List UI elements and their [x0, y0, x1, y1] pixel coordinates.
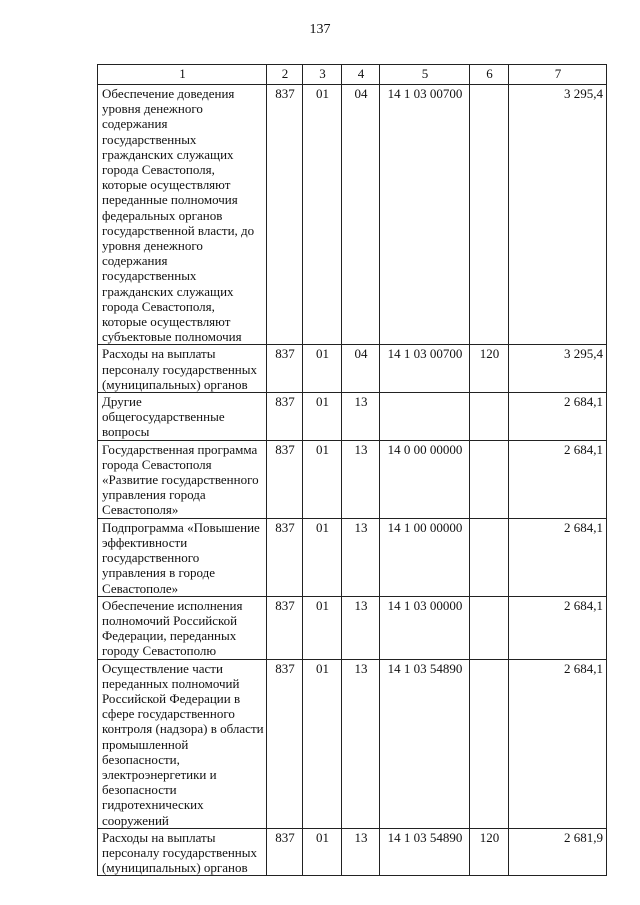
column-header-1: 1 [98, 65, 267, 85]
code-cell: 837 [267, 345, 303, 393]
item-name-cell [98, 85, 267, 345]
code-cell: 837 [267, 518, 303, 596]
item-name-line: (муниципальных) органов [102, 860, 248, 876]
item-name-line: безопасности [102, 782, 177, 798]
item-name-line: безопасности, [102, 751, 180, 767]
item-name-line: которые осуществляют [102, 177, 231, 193]
target-code-cell [380, 393, 470, 441]
amount-cell: 3 295,4 [509, 85, 607, 345]
item-name-line: Севастополя» [102, 502, 179, 518]
expense-type-cell: 120 [470, 828, 509, 876]
item-name-line: Обеспечение доведения [102, 86, 235, 101]
item-name-line: города Севастополя, [102, 298, 215, 314]
item-name-cell [98, 659, 267, 828]
target-code-cell: 14 1 03 00700 [380, 345, 470, 393]
item-name-line: сооружений [102, 812, 169, 828]
item-name-line: государственных [102, 131, 197, 147]
item-name-line: содержания [102, 116, 168, 132]
amount-cell: 2 681,9 [509, 828, 607, 876]
target-code-cell: 14 1 03 54890 [380, 659, 470, 828]
section-cell: 01 [303, 659, 342, 828]
budget-table [97, 64, 607, 876]
expense-type-cell [470, 659, 509, 828]
subsection-cell: 04 [342, 345, 380, 393]
amount-cell: 2 684,1 [509, 659, 607, 828]
item-name-line: Расходы на выплаты [102, 829, 216, 845]
item-name-line: Государственная программа [102, 441, 258, 457]
item-name-line: государственного [102, 550, 200, 566]
item-name-line: города Севастополя [102, 456, 212, 472]
table-row [98, 85, 607, 345]
item-name-line: Подпрограмма «Повышение [102, 519, 260, 535]
section-cell: 01 [303, 393, 342, 441]
code-cell: 837 [267, 596, 303, 659]
item-name-line: Другие [102, 394, 142, 410]
item-name-line: персоналу государственных [102, 844, 258, 860]
code-cell: 837 [267, 659, 303, 828]
table-row [98, 518, 607, 596]
section-cell: 01 [303, 828, 342, 876]
subsection-cell: 13 [342, 828, 380, 876]
item-name-line: государственной власти, до [102, 222, 255, 238]
section-cell: 01 [303, 440, 342, 518]
item-name-line: уровня денежного [102, 238, 203, 254]
item-name-cell [98, 828, 267, 876]
page-number: 137 [309, 22, 331, 37]
code-cell: 837 [267, 393, 303, 441]
item-name-line: управления города [102, 487, 206, 503]
table-body [98, 85, 607, 876]
subsection-cell: 13 [342, 596, 380, 659]
item-name-cell [98, 393, 267, 441]
item-name-line: гражданских служащих [102, 146, 234, 162]
column-header-6: 6 [470, 65, 509, 85]
item-name-cell [98, 518, 267, 596]
item-name-line: (муниципальных) органов [102, 376, 248, 392]
column-header-2: 2 [267, 65, 303, 85]
target-code-cell: 14 1 03 54890 [380, 828, 470, 876]
subsection-cell: 13 [342, 518, 380, 596]
item-name-line: эффективности [102, 534, 188, 550]
section-cell: 01 [303, 345, 342, 393]
amount-cell: 3 295,4 [509, 345, 607, 393]
subsection-cell: 04 [342, 85, 380, 345]
item-name-line: федеральных органов [102, 207, 223, 223]
amount-cell: 2 684,1 [509, 440, 607, 518]
code-cell: 837 [267, 828, 303, 876]
section-cell: 01 [303, 85, 342, 345]
item-name-line: содержания [102, 253, 168, 269]
subsection-cell: 13 [342, 659, 380, 828]
column-header-3: 3 [303, 65, 342, 85]
item-name-line: субъектовые полномочия [102, 329, 242, 345]
item-name-line: гражданских служащих [102, 283, 234, 299]
item-name-line: «Развитие государственного [102, 472, 259, 488]
item-name-line: которые осуществляют [102, 314, 231, 330]
item-name-line: общегосударственные [102, 409, 225, 425]
item-name-cell [98, 440, 267, 518]
item-name-line: управления в городе [102, 565, 216, 581]
target-code-cell: 14 1 03 00700 [380, 85, 470, 345]
item-name-line: города Севастополя, [102, 162, 215, 178]
expense-type-cell [470, 393, 509, 441]
target-code-cell: 14 1 00 00000 [380, 518, 470, 596]
item-name-line: промышленной [102, 736, 189, 752]
table-header-row [98, 65, 607, 85]
expense-type-cell: 120 [470, 345, 509, 393]
item-name-line: сфере государственного [102, 706, 235, 722]
target-code-cell: 14 1 03 00000 [380, 596, 470, 659]
column-header-4: 4 [342, 65, 380, 85]
amount-cell: 2 684,1 [509, 596, 607, 659]
amount-cell: 2 684,1 [509, 393, 607, 441]
item-name-line: контроля (надзора) в области [102, 721, 264, 737]
item-name-line: Севастополе» [102, 580, 179, 596]
expense-type-cell [470, 596, 509, 659]
code-cell: 837 [267, 440, 303, 518]
table-row [98, 659, 607, 828]
subsection-cell: 13 [342, 393, 380, 441]
item-name-line: городу Севастополю [102, 643, 217, 659]
item-name-line: вопросы [102, 424, 150, 440]
table-row [98, 440, 607, 518]
item-name-line: персоналу государственных [102, 361, 258, 377]
table-row [98, 596, 607, 659]
item-name-line: Расходы на выплаты [102, 346, 216, 362]
section-cell: 01 [303, 596, 342, 659]
item-name-line: Российской Федерации в [102, 690, 241, 706]
expense-type-cell [470, 440, 509, 518]
column-header-7: 7 [509, 65, 607, 85]
item-name-line: государственных [102, 268, 197, 284]
column-header-5: 5 [380, 65, 470, 85]
item-name-line: электроэнергетики и [102, 766, 217, 782]
section-cell: 01 [303, 518, 342, 596]
item-name-cell [98, 596, 267, 659]
item-name-line: уровня денежного [102, 101, 203, 117]
subsection-cell: 13 [342, 440, 380, 518]
expense-type-cell [470, 518, 509, 596]
table-row [98, 828, 607, 876]
table-row [98, 393, 607, 441]
item-name-line: гидротехнических [102, 797, 204, 813]
item-name-line: Осуществление части [102, 660, 223, 676]
target-code-cell: 14 0 00 00000 [380, 440, 470, 518]
item-name-cell [98, 345, 267, 393]
expense-type-cell [470, 85, 509, 345]
item-name-line: Обеспечение исполнения [102, 597, 243, 613]
item-name-line: переданные полномочия [102, 192, 238, 208]
item-name-line: полномочий Российской [102, 612, 238, 628]
amount-cell: 2 684,1 [509, 518, 607, 596]
table-row [98, 345, 607, 393]
item-name-line: переданных полномочий [102, 675, 240, 691]
item-name-line: Федерации, переданных [102, 628, 237, 644]
code-cell: 837 [267, 85, 303, 345]
